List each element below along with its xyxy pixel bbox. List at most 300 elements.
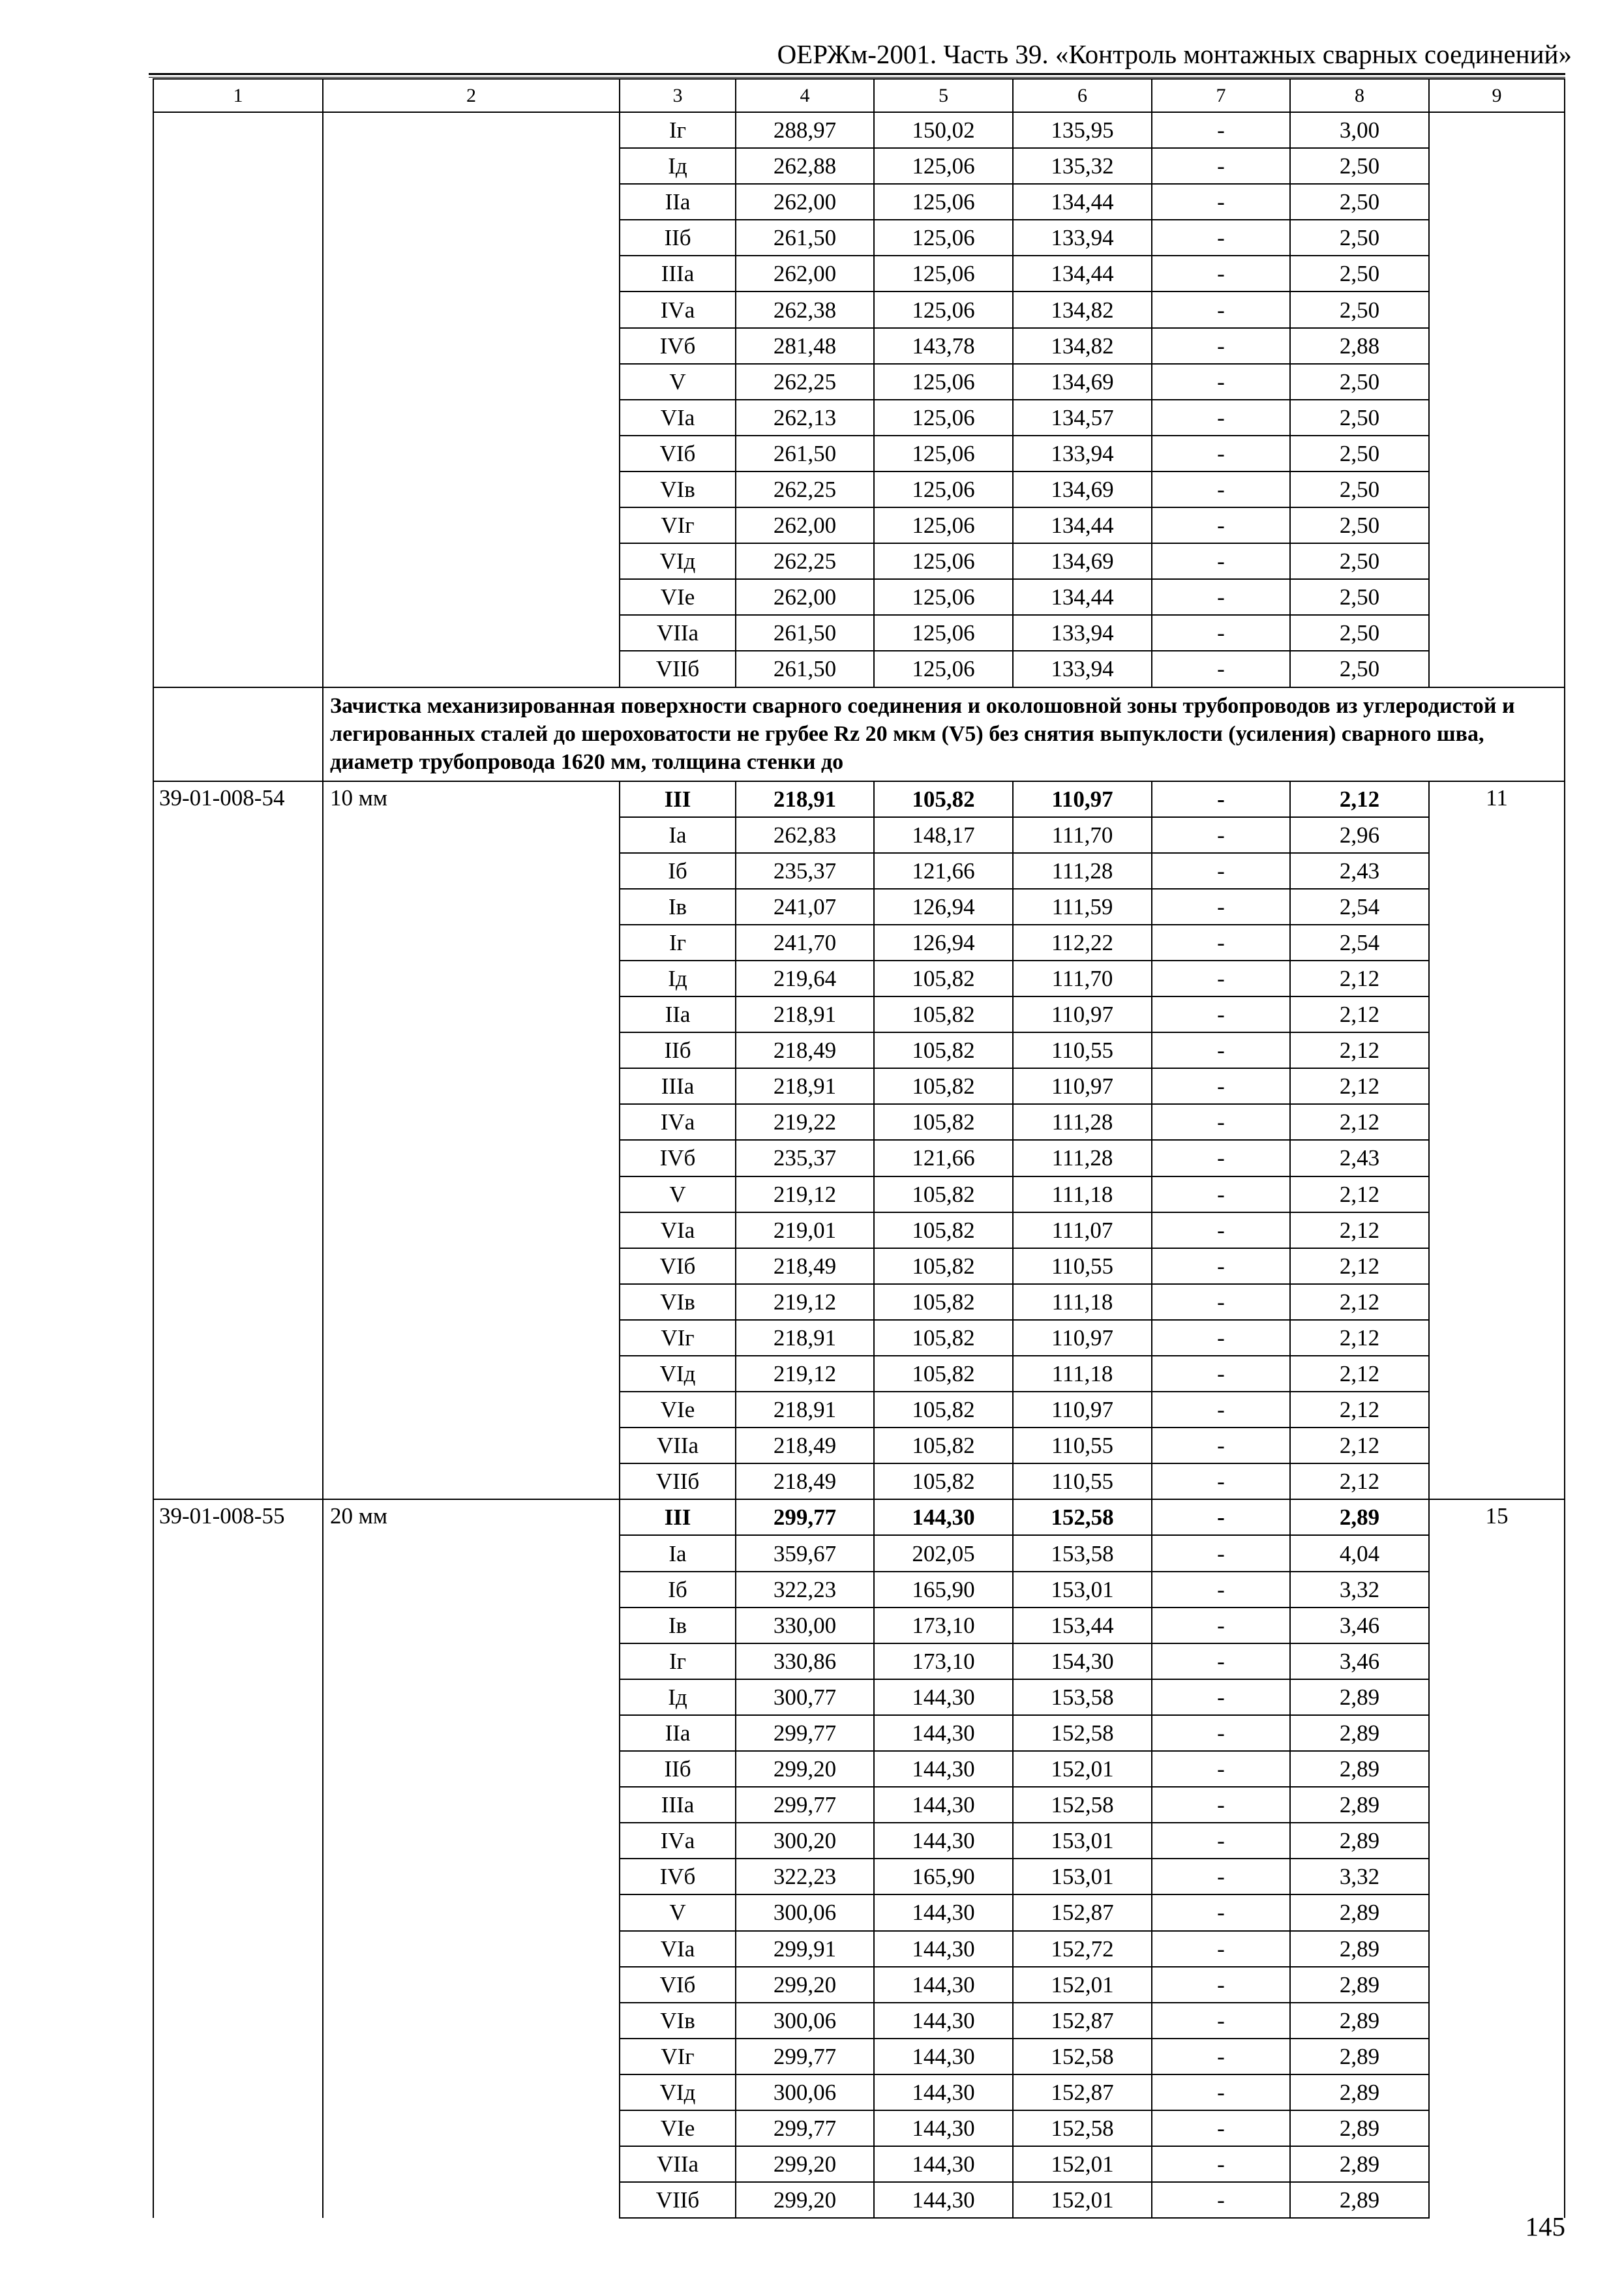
- total-cost-cell: 262,38: [736, 292, 874, 327]
- zone-cell: VIб: [620, 1248, 736, 1284]
- wages-cell: 144,30: [874, 2003, 1013, 2039]
- running-title: ОЕРЖм-2001. Часть 39. «Контроль монтажных сварных соединений»: [777, 39, 1572, 69]
- total-cost-cell: 262,25: [736, 471, 874, 507]
- column-number: 6: [1013, 79, 1152, 112]
- materials-cell: -: [1152, 1463, 1290, 1499]
- section-blank-cell: [153, 687, 323, 781]
- labor-cell: 2,50: [1290, 651, 1429, 687]
- machines-cell: 134,82: [1013, 328, 1152, 364]
- materials-cell: -: [1152, 2074, 1290, 2110]
- labor-cell: 2,88: [1290, 328, 1429, 364]
- labor-cell: 3,00: [1290, 112, 1429, 148]
- total-cost-cell: 261,50: [736, 436, 874, 471]
- machines-cell: 152,58: [1013, 1499, 1152, 1535]
- wages-cell: 105,82: [874, 1032, 1013, 1068]
- total-cost-cell: 218,91: [736, 1392, 874, 1428]
- total-cost-cell: 235,37: [736, 1140, 874, 1176]
- materials-cell: -: [1152, 148, 1290, 184]
- labor-cell: 2,12: [1290, 1212, 1429, 1248]
- total-cost-cell: 218,91: [736, 996, 874, 1032]
- zone-cell: Iа: [620, 817, 736, 853]
- total-cost-cell: 262,25: [736, 364, 874, 400]
- labor-cell: 2,12: [1290, 1248, 1429, 1284]
- labor-cell: 2,89: [1290, 1787, 1429, 1823]
- wages-cell: 125,06: [874, 579, 1013, 615]
- machines-cell: 134,44: [1013, 184, 1152, 220]
- wages-cell: 105,82: [874, 1212, 1013, 1248]
- materials-cell: -: [1152, 436, 1290, 471]
- labor-cell: 2,89: [1290, 2039, 1429, 2074]
- labor-cell: 2,12: [1290, 961, 1429, 996]
- wages-cell: 144,30: [874, 1967, 1013, 2003]
- wages-cell: 144,30: [874, 1787, 1013, 1823]
- total-cost-cell: 219,12: [736, 1356, 874, 1392]
- total-cost-cell: 299,20: [736, 1967, 874, 2003]
- zone-cell: IIб: [620, 1032, 736, 1068]
- section-heading: Зачистка механизированная поверхности сварного соединения и околошовной зоны трубопроводов из углеродистой и легированных сталей до шероховатости не грубее Rz 20 мкм (V5) без снятия выпуклости (усиления) сварного шва, диаметр трубопровода 1620 мм, толщина стенки до: [323, 687, 1565, 781]
- zone-cell: VIе: [620, 579, 736, 615]
- machines-cell: 134,57: [1013, 400, 1152, 436]
- total-cost-cell: 288,97: [736, 112, 874, 148]
- wages-cell: 144,30: [874, 1751, 1013, 1787]
- machines-cell: 152,01: [1013, 2146, 1152, 2182]
- wages-cell: 148,17: [874, 817, 1013, 853]
- zone-cell: Iг: [620, 1643, 736, 1679]
- labor-cell: 2,12: [1290, 1463, 1429, 1499]
- zone-cell: VIIа: [620, 615, 736, 651]
- labor-cell: 2,50: [1290, 471, 1429, 507]
- wages-cell: 105,82: [874, 996, 1013, 1032]
- wages-cell: 165,90: [874, 1572, 1013, 1608]
- zone-cell: V: [620, 364, 736, 400]
- total-cost-cell: 262,83: [736, 817, 874, 853]
- wages-cell: 144,30: [874, 1931, 1013, 1967]
- materials-cell: -: [1152, 1572, 1290, 1608]
- labor-cell: 2,89: [1290, 2146, 1429, 2182]
- wages-cell: 125,06: [874, 292, 1013, 327]
- materials-cell: -: [1152, 961, 1290, 996]
- materials-cell: -: [1152, 1859, 1290, 1894]
- machines-cell: 152,01: [1013, 1751, 1152, 1787]
- labor-cell: 2,12: [1290, 1392, 1429, 1428]
- column-number: 2: [323, 79, 620, 112]
- total-cost-cell: 300,06: [736, 2003, 874, 2039]
- materials-cell: -: [1152, 1679, 1290, 1715]
- wages-cell: 144,30: [874, 2146, 1013, 2182]
- materials-cell: -: [1152, 1140, 1290, 1176]
- machines-cell: 134,44: [1013, 579, 1152, 615]
- labor-cell: 2,12: [1290, 1284, 1429, 1320]
- labor-cell: 2,89: [1290, 1751, 1429, 1787]
- total-cost-cell: 262,13: [736, 400, 874, 436]
- materials-cell: -: [1152, 2110, 1290, 2146]
- wages-cell: 126,94: [874, 889, 1013, 925]
- table-row: [153, 781, 1565, 817]
- wages-cell: 105,82: [874, 1104, 1013, 1140]
- materials-cell: -: [1152, 471, 1290, 507]
- machines-cell: 111,07: [1013, 1212, 1152, 1248]
- machines-cell: 153,44: [1013, 1608, 1152, 1643]
- zone-cell: IIIа: [620, 1068, 736, 1104]
- materials-cell: -: [1152, 1032, 1290, 1068]
- materials-cell: -: [1152, 1715, 1290, 1751]
- materials-cell: -: [1152, 889, 1290, 925]
- wages-cell: 105,82: [874, 1320, 1013, 1356]
- labor-cell: 2,12: [1290, 781, 1429, 817]
- zone-cell: Iд: [620, 148, 736, 184]
- column-number: 4: [736, 79, 874, 112]
- materials-cell: -: [1152, 292, 1290, 327]
- materials-cell: -: [1152, 364, 1290, 400]
- zone-cell: Iг: [620, 925, 736, 961]
- zone-cell: VIв: [620, 471, 736, 507]
- wages-cell: 173,10: [874, 1643, 1013, 1679]
- total-cost-cell: 359,67: [736, 1535, 874, 1571]
- wages-cell: 105,82: [874, 1463, 1013, 1499]
- labor-cell: 2,50: [1290, 543, 1429, 579]
- machines-cell: 152,58: [1013, 1715, 1152, 1751]
- materials-cell: -: [1152, 507, 1290, 543]
- wages-cell: 150,02: [874, 112, 1013, 148]
- labor-cell: 2,12: [1290, 1104, 1429, 1140]
- column-number-row: [153, 79, 1565, 112]
- labor-cell: 2,89: [1290, 1823, 1429, 1859]
- wages-cell: 126,94: [874, 925, 1013, 961]
- zone-cell: Iа: [620, 1535, 736, 1571]
- machines-cell: 152,72: [1013, 1931, 1152, 1967]
- rate-code: 39-01-008-54: [153, 781, 323, 1500]
- rate-name: 10 мм: [323, 781, 620, 1500]
- machines-cell: 112,22: [1013, 925, 1152, 961]
- materials-cell: -: [1152, 2039, 1290, 2074]
- total-cost-cell: 218,49: [736, 1032, 874, 1068]
- materials-cell: -: [1152, 400, 1290, 436]
- zone-cell: Iб: [620, 853, 736, 889]
- zone-cell: III: [620, 1499, 736, 1535]
- total-cost-cell: 218,91: [736, 1320, 874, 1356]
- labor-cell: 2,89: [1290, 2182, 1429, 2218]
- machines-cell: 135,95: [1013, 112, 1152, 148]
- machines-cell: 135,32: [1013, 148, 1152, 184]
- wages-cell: 105,82: [874, 961, 1013, 996]
- machines-cell: 133,94: [1013, 651, 1152, 687]
- zone-cell: IVб: [620, 1140, 736, 1176]
- wages-cell: 144,30: [874, 1499, 1013, 1535]
- machines-cell: 110,97: [1013, 996, 1152, 1032]
- total-cost-cell: 299,77: [736, 2110, 874, 2146]
- zone-cell: IVа: [620, 1823, 736, 1859]
- column-number: 3: [620, 79, 736, 112]
- unit-cell: [1429, 112, 1565, 687]
- column-9-value: 11: [1429, 781, 1565, 1500]
- materials-cell: -: [1152, 579, 1290, 615]
- machines-cell: 110,55: [1013, 1032, 1152, 1068]
- materials-cell: -: [1152, 1787, 1290, 1823]
- labor-cell: 2,50: [1290, 436, 1429, 471]
- zone-cell: VIе: [620, 1392, 736, 1428]
- zone-cell: IIб: [620, 1751, 736, 1787]
- zone-cell: VIб: [620, 436, 736, 471]
- labor-cell: 2,50: [1290, 292, 1429, 327]
- labor-cell: 2,50: [1290, 579, 1429, 615]
- materials-cell: -: [1152, 1068, 1290, 1104]
- materials-cell: -: [1152, 1535, 1290, 1571]
- machines-cell: 153,01: [1013, 1859, 1152, 1894]
- machines-cell: 133,94: [1013, 220, 1152, 256]
- materials-cell: -: [1152, 220, 1290, 256]
- materials-cell: -: [1152, 781, 1290, 817]
- wages-cell: 143,78: [874, 328, 1013, 364]
- materials-cell: -: [1152, 1931, 1290, 1967]
- materials-cell: -: [1152, 996, 1290, 1032]
- total-cost-cell: 218,91: [736, 781, 874, 817]
- total-cost-cell: 281,48: [736, 328, 874, 364]
- materials-cell: -: [1152, 1499, 1290, 1535]
- total-cost-cell: 299,20: [736, 2182, 874, 2218]
- labor-cell: 3,32: [1290, 1859, 1429, 1894]
- wages-cell: 125,06: [874, 184, 1013, 220]
- total-cost-cell: 262,00: [736, 184, 874, 220]
- zone-cell: VIIб: [620, 651, 736, 687]
- zone-cell: VIв: [620, 2003, 736, 2039]
- name-cell: [323, 112, 620, 687]
- labor-cell: 2,89: [1290, 1894, 1429, 1930]
- wages-cell: 125,06: [874, 400, 1013, 436]
- total-cost-cell: 300,77: [736, 1679, 874, 1715]
- wages-cell: 125,06: [874, 471, 1013, 507]
- machines-cell: 154,30: [1013, 1643, 1152, 1679]
- labor-cell: 2,89: [1290, 1679, 1429, 1715]
- machines-cell: 153,58: [1013, 1679, 1152, 1715]
- materials-cell: -: [1152, 328, 1290, 364]
- zone-cell: V: [620, 1894, 736, 1930]
- zone-cell: VIа: [620, 400, 736, 436]
- zone-cell: IVб: [620, 328, 736, 364]
- zone-cell: VIв: [620, 1284, 736, 1320]
- machines-cell: 110,55: [1013, 1463, 1152, 1499]
- labor-cell: 3,46: [1290, 1608, 1429, 1643]
- labor-cell: 2,54: [1290, 925, 1429, 961]
- labor-cell: 2,50: [1290, 220, 1429, 256]
- total-cost-cell: 219,22: [736, 1104, 874, 1140]
- machines-cell: 152,58: [1013, 2039, 1152, 2074]
- labor-cell: 2,89: [1290, 1931, 1429, 1967]
- wages-cell: 125,06: [874, 651, 1013, 687]
- wages-cell: 121,66: [874, 1140, 1013, 1176]
- header-rule-thin: [149, 77, 1565, 78]
- wages-cell: 173,10: [874, 1608, 1013, 1643]
- table-row: [153, 1499, 1565, 1535]
- total-cost-cell: 262,00: [736, 579, 874, 615]
- labor-cell: 2,50: [1290, 364, 1429, 400]
- wages-cell: 125,06: [874, 543, 1013, 579]
- materials-cell: -: [1152, 1823, 1290, 1859]
- zone-cell: VIIа: [620, 2146, 736, 2182]
- materials-cell: -: [1152, 2182, 1290, 2218]
- total-cost-cell: 299,20: [736, 1751, 874, 1787]
- code-cell: [153, 112, 323, 687]
- wages-cell: 105,82: [874, 1248, 1013, 1284]
- wages-cell: 125,06: [874, 148, 1013, 184]
- wages-cell: 144,30: [874, 2182, 1013, 2218]
- zone-cell: IIа: [620, 1715, 736, 1751]
- zone-cell: VIг: [620, 2039, 736, 2074]
- machines-cell: 152,58: [1013, 2110, 1152, 2146]
- section-heading-row: [153, 687, 1565, 781]
- materials-cell: -: [1152, 1356, 1290, 1392]
- machines-cell: 111,70: [1013, 961, 1152, 996]
- materials-cell: -: [1152, 1320, 1290, 1356]
- wages-cell: 144,30: [874, 1715, 1013, 1751]
- total-cost-cell: 261,50: [736, 615, 874, 651]
- labor-cell: 2,50: [1290, 615, 1429, 651]
- machines-cell: 111,18: [1013, 1176, 1152, 1212]
- labor-cell: 3,46: [1290, 1643, 1429, 1679]
- total-cost-cell: 218,49: [736, 1248, 874, 1284]
- labor-cell: 2,89: [1290, 1967, 1429, 2003]
- wages-cell: 105,82: [874, 1176, 1013, 1212]
- column-9-value: 15: [1429, 1499, 1565, 2218]
- wages-cell: 125,06: [874, 436, 1013, 471]
- total-cost-cell: 218,49: [736, 1428, 874, 1463]
- zone-cell: Iв: [620, 1608, 736, 1643]
- machines-cell: 111,28: [1013, 1104, 1152, 1140]
- zone-cell: VIа: [620, 1212, 736, 1248]
- column-number: 7: [1152, 79, 1290, 112]
- labor-cell: 2,50: [1290, 148, 1429, 184]
- machines-cell: 152,87: [1013, 2003, 1152, 2039]
- total-cost-cell: 299,77: [736, 1715, 874, 1751]
- total-cost-cell: 262,00: [736, 507, 874, 543]
- wages-cell: 121,66: [874, 853, 1013, 889]
- machines-cell: 111,70: [1013, 817, 1152, 853]
- materials-cell: -: [1152, 1608, 1290, 1643]
- zone-cell: IIа: [620, 184, 736, 220]
- total-cost-cell: 300,06: [736, 1894, 874, 1930]
- wages-cell: 125,06: [874, 364, 1013, 400]
- machines-cell: 133,94: [1013, 615, 1152, 651]
- machines-cell: 133,94: [1013, 436, 1152, 471]
- zone-cell: Iв: [620, 889, 736, 925]
- total-cost-cell: 300,20: [736, 1823, 874, 1859]
- total-cost-cell: 299,77: [736, 1787, 874, 1823]
- machines-cell: 153,01: [1013, 1572, 1152, 1608]
- rate-code: 39-01-008-55: [153, 1499, 323, 2218]
- zone-cell: III: [620, 781, 736, 817]
- machines-cell: 111,59: [1013, 889, 1152, 925]
- labor-cell: 2,89: [1290, 2074, 1429, 2110]
- labor-cell: 3,32: [1290, 1572, 1429, 1608]
- machines-cell: 152,01: [1013, 2182, 1152, 2218]
- zone-cell: Iд: [620, 961, 736, 996]
- table-row: [153, 112, 1565, 148]
- materials-cell: -: [1152, 651, 1290, 687]
- materials-cell: -: [1152, 543, 1290, 579]
- labor-cell: 2,12: [1290, 1068, 1429, 1104]
- zone-cell: Iг: [620, 112, 736, 148]
- zone-cell: IIIа: [620, 256, 736, 292]
- labor-cell: 2,89: [1290, 1499, 1429, 1535]
- total-cost-cell: 322,23: [736, 1859, 874, 1894]
- total-cost-cell: 219,01: [736, 1212, 874, 1248]
- materials-cell: -: [1152, 2146, 1290, 2182]
- materials-cell: -: [1152, 817, 1290, 853]
- machines-cell: 110,97: [1013, 781, 1152, 817]
- labor-cell: 2,96: [1290, 817, 1429, 853]
- materials-cell: -: [1152, 1176, 1290, 1212]
- zone-cell: Iб: [620, 1572, 736, 1608]
- page-number: 145: [1525, 2211, 1565, 2241]
- wages-cell: 144,30: [874, 1679, 1013, 1715]
- wages-cell: 125,06: [874, 256, 1013, 292]
- materials-cell: -: [1152, 853, 1290, 889]
- rates-table-body: [153, 79, 1565, 2218]
- machines-cell: 111,28: [1013, 853, 1152, 889]
- materials-cell: -: [1152, 615, 1290, 651]
- zone-cell: VIд: [620, 1356, 736, 1392]
- wages-cell: 105,82: [874, 1428, 1013, 1463]
- materials-cell: -: [1152, 925, 1290, 961]
- machines-cell: 134,69: [1013, 471, 1152, 507]
- zone-cell: VIе: [620, 2110, 736, 2146]
- total-cost-cell: 261,50: [736, 220, 874, 256]
- column-number: 5: [874, 79, 1013, 112]
- column-number: 1: [153, 79, 323, 112]
- materials-cell: -: [1152, 1248, 1290, 1284]
- total-cost-cell: 262,25: [736, 543, 874, 579]
- wages-cell: 165,90: [874, 1859, 1013, 1894]
- labor-cell: 2,12: [1290, 1176, 1429, 1212]
- wages-cell: 144,30: [874, 2074, 1013, 2110]
- wages-cell: 144,30: [874, 1894, 1013, 1930]
- total-cost-cell: 299,77: [736, 2039, 874, 2074]
- total-cost-cell: 262,00: [736, 256, 874, 292]
- total-cost-cell: 322,23: [736, 1572, 874, 1608]
- labor-cell: 2,12: [1290, 1356, 1429, 1392]
- total-cost-cell: 299,91: [736, 1931, 874, 1967]
- rate-name: 20 мм: [323, 1499, 620, 2218]
- labor-cell: 2,50: [1290, 400, 1429, 436]
- machines-cell: 110,55: [1013, 1428, 1152, 1463]
- materials-cell: -: [1152, 1894, 1290, 1930]
- machines-cell: 111,28: [1013, 1140, 1152, 1176]
- zone-cell: IIб: [620, 220, 736, 256]
- wages-cell: 105,82: [874, 1356, 1013, 1392]
- zone-cell: IVа: [620, 292, 736, 327]
- wages-cell: 144,30: [874, 2039, 1013, 2074]
- labor-cell: 2,89: [1290, 1715, 1429, 1751]
- total-cost-cell: 219,12: [736, 1284, 874, 1320]
- materials-cell: -: [1152, 1392, 1290, 1428]
- machines-cell: 134,69: [1013, 543, 1152, 579]
- machines-cell: 152,87: [1013, 2074, 1152, 2110]
- total-cost-cell: 299,20: [736, 2146, 874, 2182]
- wages-cell: 125,06: [874, 615, 1013, 651]
- zone-cell: VIIб: [620, 2182, 736, 2218]
- wages-cell: 105,82: [874, 1284, 1013, 1320]
- labor-cell: 2,43: [1290, 853, 1429, 889]
- wages-cell: 105,82: [874, 1068, 1013, 1104]
- materials-cell: -: [1152, 2003, 1290, 2039]
- materials-cell: -: [1152, 1212, 1290, 1248]
- total-cost-cell: 330,00: [736, 1608, 874, 1643]
- machines-cell: 111,18: [1013, 1284, 1152, 1320]
- total-cost-cell: 218,91: [736, 1068, 874, 1104]
- column-number: 8: [1290, 79, 1429, 112]
- labor-cell: 2,50: [1290, 256, 1429, 292]
- total-cost-cell: 235,37: [736, 853, 874, 889]
- zone-cell: VIг: [620, 507, 736, 543]
